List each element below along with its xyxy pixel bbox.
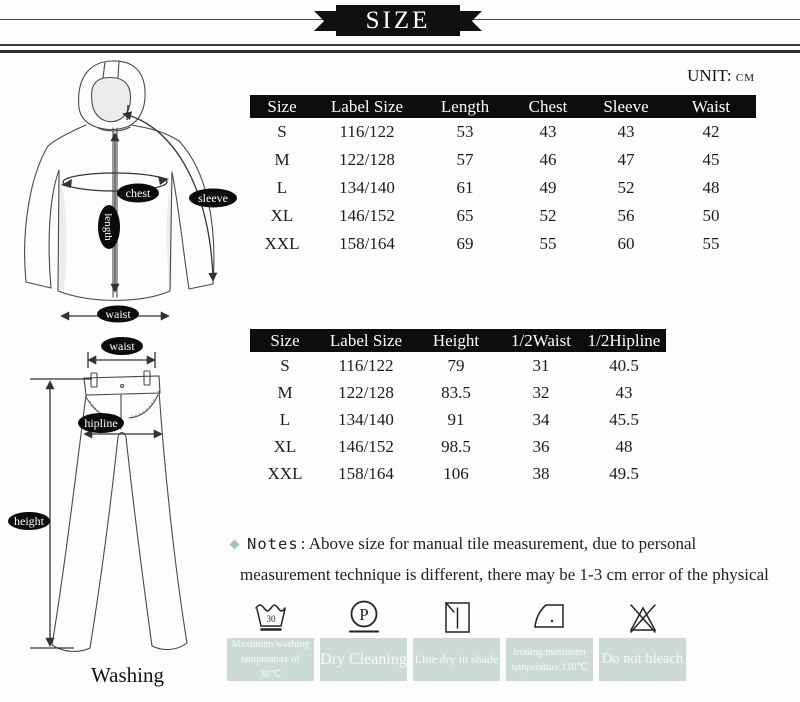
jacket-diagram	[2, 58, 248, 334]
table-row	[250, 202, 756, 230]
table-cell: L	[276, 178, 288, 197]
table-cell: 34	[532, 410, 550, 429]
column-header: Chest	[528, 97, 568, 116]
table-cell: 122/128	[338, 383, 394, 402]
wash-tub-30-icon	[252, 599, 290, 637]
svg-text:length: length	[102, 213, 114, 241]
notes	[231, 534, 796, 585]
table-row	[250, 352, 666, 379]
table-cell: 91	[447, 410, 465, 429]
column-header: Length	[440, 97, 490, 116]
care-instructions-row	[227, 595, 692, 681]
care-label: Ironing maximum temperature 110℃	[506, 638, 593, 681]
table-cell: M	[277, 383, 293, 402]
jacket-label-length	[98, 205, 120, 249]
svg-text:P: P	[358, 605, 369, 624]
table-cell: 122/128	[339, 150, 395, 169]
table-cell: 43	[539, 122, 557, 141]
table-row	[250, 406, 666, 433]
table-cell: 116/122	[338, 356, 394, 375]
table-cell: 48	[615, 437, 633, 456]
table-cell: 55	[702, 234, 720, 253]
table-row	[250, 433, 666, 460]
column-header: Size	[270, 331, 300, 350]
body-shade-left	[59, 176, 67, 290]
washing-caption: Washing	[91, 663, 164, 687]
unit-label: UNIT: CM	[687, 66, 755, 85]
table-cell: 69	[456, 234, 474, 253]
table-cell: M	[274, 150, 290, 169]
do-not-bleach-icon	[624, 599, 662, 637]
table-cell: 158/164	[338, 464, 394, 483]
notes-text: : Above size for manual tile measurement, due to personal	[300, 534, 697, 553]
double-rule-line	[0, 44, 800, 53]
table-cell: 40.5	[609, 356, 639, 375]
table-cell: 49	[539, 178, 557, 197]
pants-measure-lines	[30, 352, 161, 648]
table-cell: 55	[539, 234, 557, 253]
table-cell: XXL	[264, 234, 300, 253]
table-cell: 32	[532, 383, 550, 402]
table-cell: 134/140	[338, 410, 394, 429]
jacket-label-waist	[97, 306, 139, 323]
care-label: Dry Cleaning	[320, 638, 407, 681]
jacket-measure-lines	[61, 105, 213, 316]
care-item-washing	[227, 595, 314, 681]
table-cell: 42	[702, 122, 720, 141]
table-cell: 134/140	[339, 178, 395, 197]
table-cell: 79	[447, 356, 465, 375]
table-cell: 46	[539, 150, 557, 169]
column-header: Waist	[691, 97, 731, 116]
table-cell: 38	[532, 464, 550, 483]
column-header: Label Size	[329, 331, 403, 350]
ribbon-tail-left-icon	[314, 11, 338, 31]
svg-text:chest: chest	[125, 186, 151, 200]
title-banner	[336, 5, 460, 36]
table-cell: S	[277, 122, 287, 141]
table-cell: 65	[456, 206, 474, 225]
table-cell: 60	[617, 234, 635, 253]
table-cell: 158/164	[339, 234, 395, 253]
line-dry-in-shade-icon	[438, 599, 476, 637]
table-cell: 52	[539, 206, 557, 225]
pants-outline	[52, 371, 187, 651]
table-cell: 47	[617, 150, 635, 169]
table-cell: 53	[456, 122, 474, 141]
svg-text:height: height	[14, 514, 44, 528]
column-header: Label Size	[330, 97, 404, 116]
table-cell: 146/152	[339, 206, 395, 225]
table-cell: XL	[273, 437, 297, 456]
table-row	[250, 460, 666, 487]
jacket-label-chest	[117, 184, 159, 203]
table-cell: S	[280, 356, 290, 375]
table-cell: 61	[456, 178, 474, 197]
page-title: SIZE	[365, 6, 431, 34]
pants-table-header-row	[250, 329, 666, 352]
svg-text:sleeve: sleeve	[198, 191, 228, 205]
table-row	[250, 146, 756, 174]
svg-text:30: 30	[266, 614, 275, 624]
column-header: Size	[267, 97, 297, 116]
care-item-dry-cleaning	[320, 595, 407, 681]
table-row	[250, 118, 756, 146]
notes-line-1	[231, 534, 796, 554]
notes-label: Notes	[247, 535, 299, 553]
jacket-table-header-row	[250, 95, 756, 118]
table-row	[250, 174, 756, 202]
table-cell: 146/152	[338, 437, 394, 456]
table-cell: 56	[617, 206, 635, 225]
svg-text:waist: waist	[105, 307, 131, 321]
table-cell: 45.5	[609, 410, 639, 429]
jacket-size-table	[250, 95, 756, 258]
svg-text:waist: waist	[109, 339, 135, 353]
table-cell: 45	[702, 150, 720, 169]
care-label: Maximum washing temperature of 30℃	[227, 638, 314, 681]
table-row	[250, 230, 756, 258]
care-label: Line dry in shade	[413, 638, 500, 681]
jacket-label-sleeve	[189, 189, 237, 208]
table-cell: 48	[702, 178, 720, 197]
table-cell: XL	[270, 206, 294, 225]
table-cell: 43	[617, 122, 635, 141]
table-cell: 50	[702, 206, 720, 225]
care-item-ironing	[506, 595, 593, 681]
dry-cleaning-circle-p-icon	[345, 599, 383, 637]
notes-line-2: measurement technique is different, there may be 1-3 cm error of the physical	[240, 565, 769, 584]
diamond-bullet-icon	[230, 539, 240, 549]
ribbon-tail-right-icon	[458, 11, 482, 31]
column-header: 1/2Waist	[510, 331, 571, 350]
care-item-do-not-bleach	[599, 595, 686, 681]
svg-text:hipline: hipline	[84, 416, 118, 430]
pants-label-waist	[101, 337, 143, 355]
table-cell: 36	[532, 437, 550, 456]
care-item-line-dry	[413, 595, 500, 681]
table-cell: 98.5	[441, 437, 471, 456]
table-row	[250, 379, 666, 406]
table-cell: L	[279, 410, 291, 429]
table-cell: 106	[443, 464, 469, 483]
pants-diagram	[0, 333, 240, 668]
table-cell: XXL	[267, 464, 303, 483]
care-label: Do not bleach	[599, 638, 686, 681]
table-cell: 83.5	[441, 383, 471, 402]
table-cell: 57	[456, 150, 474, 169]
table-cell: 31	[532, 356, 550, 375]
pants-size-table	[250, 329, 666, 487]
column-header: 1/2Hipline	[587, 331, 661, 350]
pants-label-hipline	[78, 413, 124, 433]
table-cell: 116/122	[339, 122, 395, 141]
table-cell: 49.5	[609, 464, 639, 483]
ironing-icon	[531, 599, 569, 637]
column-header: Sleeve	[603, 97, 649, 116]
table-cell: 52	[617, 178, 635, 197]
column-header: Height	[432, 331, 480, 350]
pants-label-height	[8, 512, 50, 530]
table-cell: 43	[615, 383, 633, 402]
